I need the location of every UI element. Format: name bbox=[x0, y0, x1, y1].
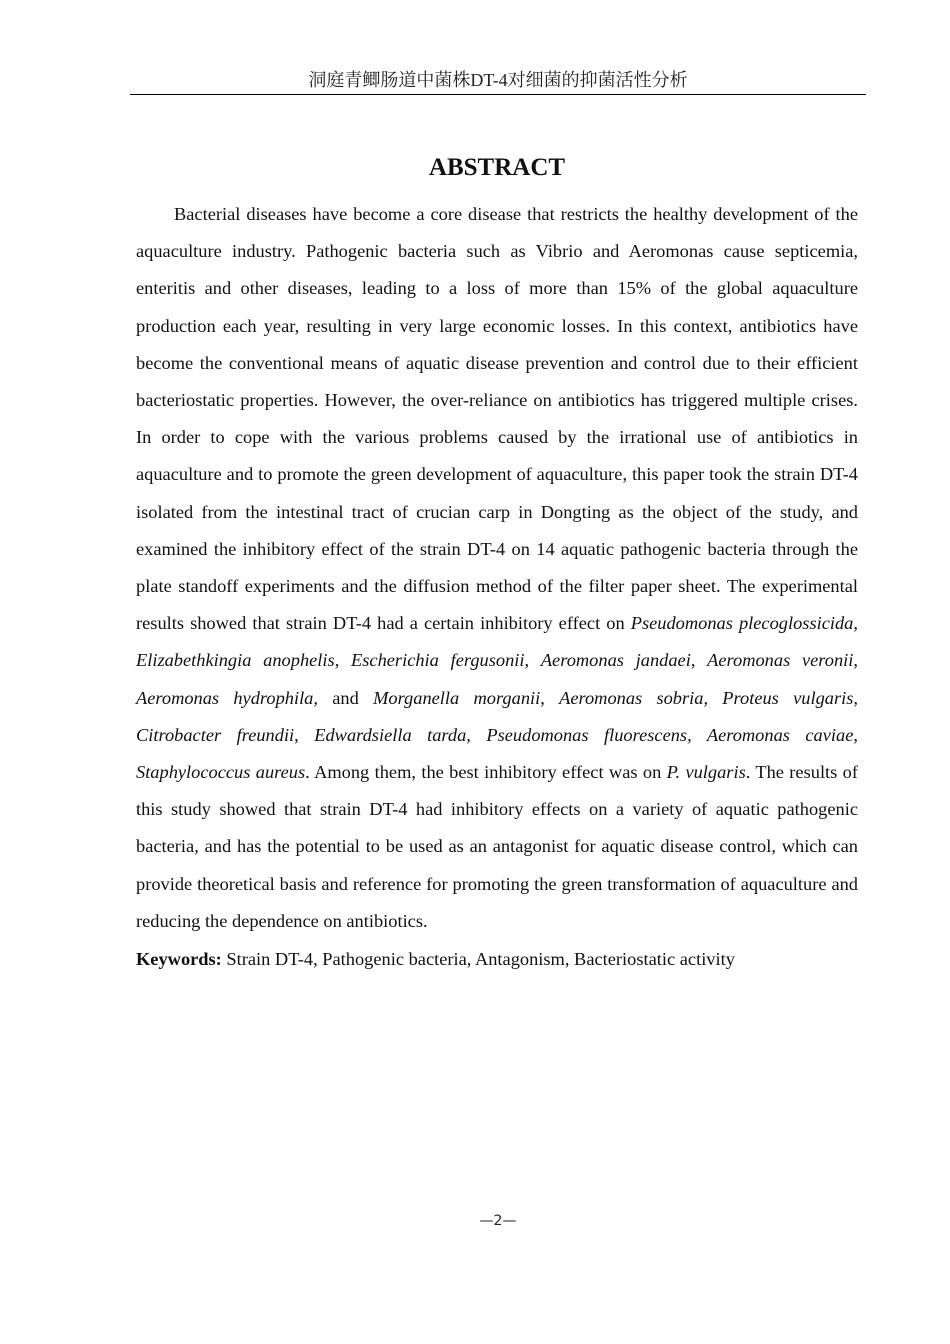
species-name: Escherichia fergusonii bbox=[351, 650, 525, 671]
abstract-text: , bbox=[334, 650, 352, 671]
keywords-label: Keywords: bbox=[136, 949, 222, 969]
keywords-line bbox=[136, 941, 858, 978]
abstract-text: , bbox=[853, 613, 858, 634]
abstract-text: . The results of this study showed that strain DT-4 had inhibitory effects on a variety of aquatic pathogenic bacteria, and has the potential to be used as an antagonist for aquatic disease control, which can provide theoretical basis and reference for promoting the green transformation of aquaculture and reducing the dependence on antibiotics. bbox=[136, 762, 858, 931]
species-name: Staphylococcus aureus bbox=[136, 762, 306, 783]
species-name: Aeromonas jandaei bbox=[540, 650, 691, 671]
species-name: Pseudomonas plecoglossicida bbox=[630, 613, 854, 634]
species-name: Aeromonas hydrophila, bbox=[136, 687, 318, 708]
page-number: —2— bbox=[479, 1213, 517, 1229]
abstract-text: , bbox=[853, 650, 858, 671]
species-name: Elizabethkingia anophelis bbox=[136, 650, 335, 671]
abstract-text: , bbox=[690, 650, 708, 671]
species-name: Edwardsiella tarda, Pseudomonas fluorescens, Aeromonas caviae bbox=[314, 724, 854, 745]
abstract-text: , bbox=[294, 724, 315, 745]
species-name: Morganella morganii bbox=[373, 687, 541, 708]
abstract-title: ABSTRACT bbox=[428, 154, 566, 181]
abstract-paragraph bbox=[136, 196, 858, 940]
abstract-text: . Among them, the best inhibitory effect was on bbox=[305, 762, 667, 783]
header-divider bbox=[130, 94, 866, 95]
species-name: Aeromonas veronii bbox=[707, 650, 854, 671]
abstract-text: , bbox=[853, 724, 858, 745]
abstract-text: , bbox=[540, 687, 560, 708]
keywords-list: Strain DT-4, Pathogenic bacteria, Antagonism, Bacteriostatic activity bbox=[221, 949, 735, 969]
abstract-text: , bbox=[524, 650, 541, 671]
species-name: P. vulgaris bbox=[666, 762, 746, 783]
abstract-text: and bbox=[317, 687, 374, 708]
abstract-text: Bacterial diseases have become a core disease that restricts the healthy development of the aquaculture industry. Pathogenic bacteria such as Vibrio and Aeromonas cause septicemia, enteritis and other diseases, leading to a loss of more than 15% of the global aquaculture production each year, resulting in very large economic losses. In this context, antibiotics have become the conventional means of aquatic disease prevention and control due to their efficient bacteriostatic properties. However, the over-reliance on antibiotics has triggered multiple crises. In order to cope with the various problems caused by the irrational use of antibiotics in aquaculture and to promote the green development of aquaculture, this paper took the strain DT-4 isolated from the intestinal tract of crucian carp in Dongting as the object of the study, and examined the inhibitory effect of the strain DT-4 on 14 aquatic pathogenic bacteria through the plate standoff experiments and the diffusion method of the filter paper sheet. The experimental results showed that strain DT-4 had a certain inhibitory effect on bbox=[136, 204, 858, 634]
running-header: 洞庭青鲫肠道中菌株DT-4对细菌的抑菌活性分析 bbox=[308, 70, 688, 90]
species-name: Aeromonas sobria, Proteus vulgaris, Citrobacter freundii bbox=[136, 687, 858, 745]
